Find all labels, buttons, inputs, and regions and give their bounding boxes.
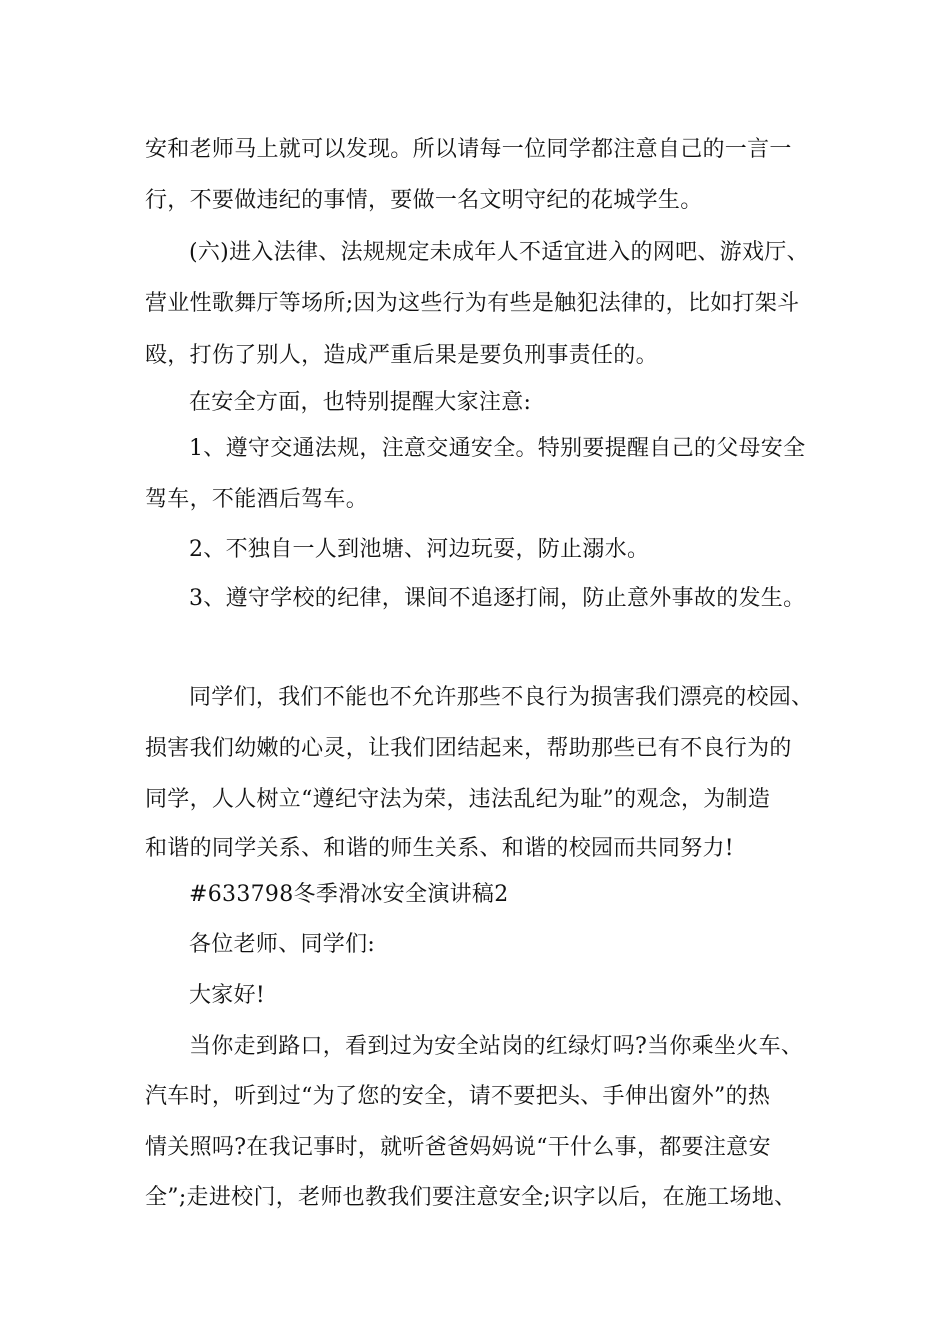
text-line: 情关照吗?在我记事时，就听爸爸妈妈说“干什么事，都要注意安	[145, 1135, 771, 1160]
text-line: 汽车时，听到过“为了您的安全，请不要把头、手伸出窗外”的热	[145, 1084, 771, 1109]
text-line: 行，不要做违纪的事情，要做一名文明守纪的花城学生。	[145, 188, 703, 213]
text-line: 全”;走进校门，老师也教我们要注意安全;识字以后，在施工场地、	[145, 1185, 797, 1210]
text-line: 驾车，不能酒后驾车。	[145, 487, 369, 512]
text-line: 和谐的同学关系、和谐的师生关系、和谐的校园而共同努力!	[145, 836, 734, 861]
text-line: 同学，人人树立“遵纪守法为荣，违法乱纪为耻”的观念，为制造	[145, 787, 771, 812]
text-line: 3、遵守学校的纪律，课间不追逐打闹，防止意外事故的发生。	[189, 586, 806, 611]
text-line: 2、不独自一人到池塘、河边玩耍，防止溺水。	[189, 537, 650, 562]
text-line: 当你走到路口，看到过为安全站岗的红绿灯吗?当你乘坐火车、	[189, 1034, 804, 1059]
heading: #633798冬季滑冰安全演讲稿2	[189, 882, 509, 907]
text-line: 损害我们幼嫩的心灵，让我们团结起来，帮助那些已有不良行为的	[145, 736, 792, 761]
text-line: 在安全方面，也特别提醒大家注意:	[189, 390, 532, 415]
text-line: 营业性歌舞厅等场所;因为这些行为有些是触犯法律的，比如打架斗	[145, 291, 800, 316]
text-line: 1、遵守交通法规，注意交通安全。特别要提醒自己的父母安全	[189, 436, 806, 461]
text-line: 同学们，我们不能也不允许那些不良行为损害我们漂亮的校园、	[189, 685, 814, 710]
text-line: 大家好!	[189, 983, 266, 1008]
text-line: 各位老师、同学们:	[189, 932, 376, 957]
text-line: 安和老师马上就可以发现。所以请每一位同学都注意自己的一言一	[145, 137, 792, 162]
text-line: (六)进入法律、法规规定未成年人不适宜进入的网吧、游戏厅、	[189, 240, 809, 265]
text-line: 殴，打伤了别人，造成严重后果是要负刑事责任的。	[145, 343, 658, 368]
